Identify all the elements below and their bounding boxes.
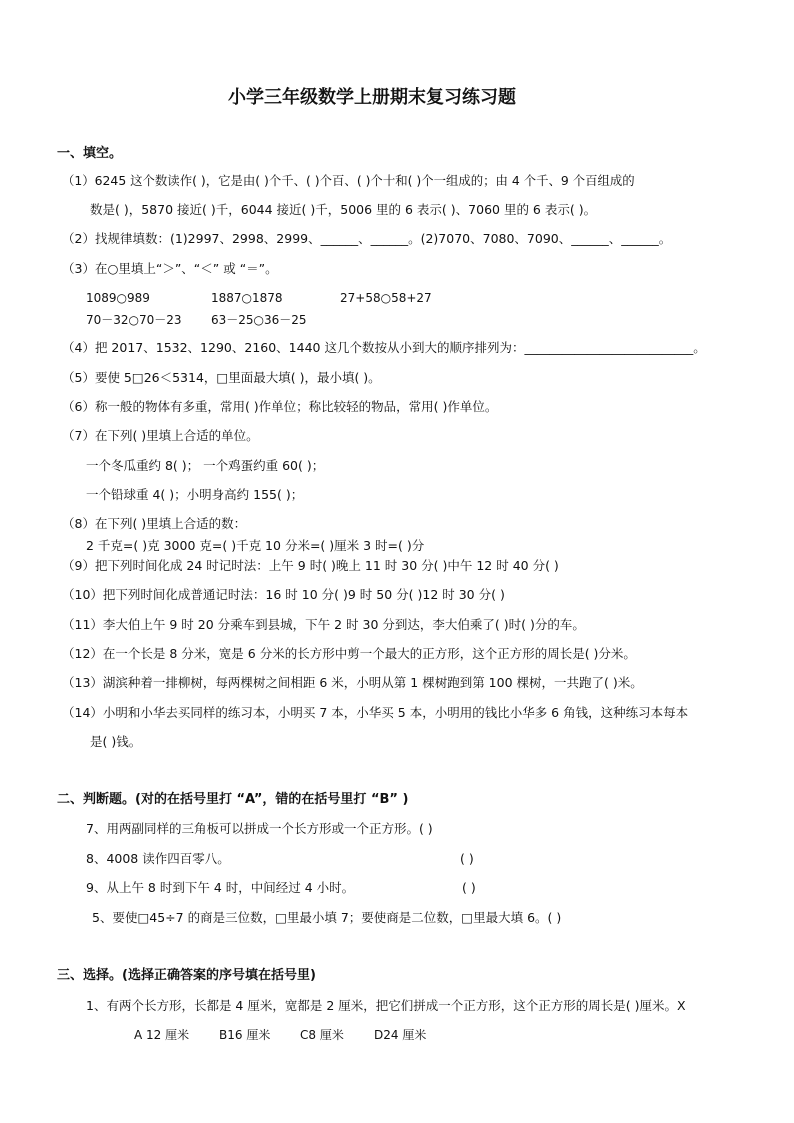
- question-8-line: 2 千克=( )克 3000 克=( )千克 10 分米=( )厘米 3 时=( )分: [86, 538, 425, 553]
- choice-option: B16 厘米: [219, 1028, 271, 1042]
- choice-option: C8 厘米: [300, 1028, 344, 1042]
- choice-question-1: 1、有两个长方形，长都是 4 厘米，宽都是 2 厘米，把它们拼成一个正方形，这个正方形的周长是( )厘米。X: [86, 998, 686, 1013]
- compare-item: 27+58○58+27: [340, 291, 432, 305]
- question-1-line1: （1）6245 这个数读作( )，它是由( )个千、( )个百、( )个十和( )个一组成的；由 4 个千、9 个百组成的: [62, 173, 635, 188]
- question-10: （10）把下列时间化成普通记时法：16 时 10 分( )9 时 50 分( )12 时 30 分( ): [62, 587, 505, 602]
- section3-heading: 三、选择。(选择正确答案的序号填在括号里): [57, 968, 316, 983]
- judge-bracket: ( ): [462, 880, 476, 895]
- question-5: （5）要使 5□26＜5314，□里面最大填( )，最小填( )。: [62, 370, 381, 385]
- choice-option: A 12 厘米: [134, 1028, 190, 1042]
- question-3: （3）在○里填上“＞”、“＜” 或 “＝”。: [62, 261, 278, 276]
- question-9: （9）把下列时间化成 24 时记时法：上午 9 时( )晚上 11 时 30 分( )中午 12 时 40 分( ): [62, 558, 559, 573]
- question-14-line1: （14）小明和小华去买同样的练习本，小明买 7 本，小华买 5 本，小明用的钱比小华多 6 角钱，这种练习本每本: [62, 705, 689, 720]
- question-13: （13）湖滨种着一排柳树，每两棵树之间相距 6 米，小明从第 1 棵树跑到第 100 棵树，一共跑了( )米。: [62, 675, 643, 690]
- compare-item: 1089○989: [86, 291, 150, 305]
- judge-item: 5、要使□45÷7 的商是三位数，□里最小填 7；要使商是二位数，□里最大填 6。( ): [92, 910, 562, 925]
- question-7-line2: 一个铅球重 4( )；小明身高约 155( )；: [86, 487, 304, 502]
- judge-item: 9、从上午 8 时到下午 4 时，中间经过 4 小时。: [86, 880, 355, 895]
- judge-item: 8、4008 读作四百零八。: [86, 851, 230, 866]
- compare-item: 70－32○70－23: [86, 313, 182, 327]
- choice-option: D24 厘米: [374, 1028, 427, 1042]
- compare-item: 63－25○36－25: [211, 313, 307, 327]
- question-7: （7）在下列( )里填上合适的单位。: [62, 428, 259, 443]
- judge-item: 7、用两副同样的三角板可以拼成一个长方形或一个正方形。( ): [86, 821, 433, 836]
- question-12: （12）在一个长是 8 分米，宽是 6 分米的长方形中剪一个最大的正方形，这个正方形的周长是( )分米。: [62, 646, 636, 661]
- compare-item: 1887○1878: [211, 291, 283, 305]
- question-8: （8）在下列( )里填上合适的数：: [62, 516, 247, 531]
- question-1-line2: 数是( )，5870 接近( )千，6044 接近( )千，5006 里的 6 表示( )、7060 里的 6 表示( )。: [90, 202, 597, 217]
- question-11: （11）李大伯上午 9 时 20 分乘车到县城，下午 2 时 30 分到达，李大伯乘了( )时( )分的车。: [62, 617, 585, 632]
- page-title: 小学三年级数学上册期末复习练习题: [228, 87, 516, 108]
- question-6: （6）称一般的物体有多重，常用( )作单位；称比较轻的物品，常用( )作单位。: [62, 399, 498, 414]
- section1-heading: 一、填空。: [57, 146, 123, 161]
- section2-heading: 二、判断题。(对的在括号里打 “A”，错的在括号里打 “B” ): [57, 792, 409, 807]
- judge-bracket: ( ): [460, 851, 474, 866]
- question-4: （4）把 2017、1532、1290、2160、1440 这几个数按从小到大的顺序排列为：___________________________。: [62, 340, 706, 355]
- question-14-line2: 是( )钱。: [90, 734, 142, 749]
- question-7-line1: 一个冬瓜重约 8( )； 一个鸡蛋约重 60( )；: [86, 458, 325, 473]
- question-2: （2）找规律填数：(1)2997、2998、2999、______、______。(2)7070、7080、7090、______、______。: [62, 231, 672, 246]
